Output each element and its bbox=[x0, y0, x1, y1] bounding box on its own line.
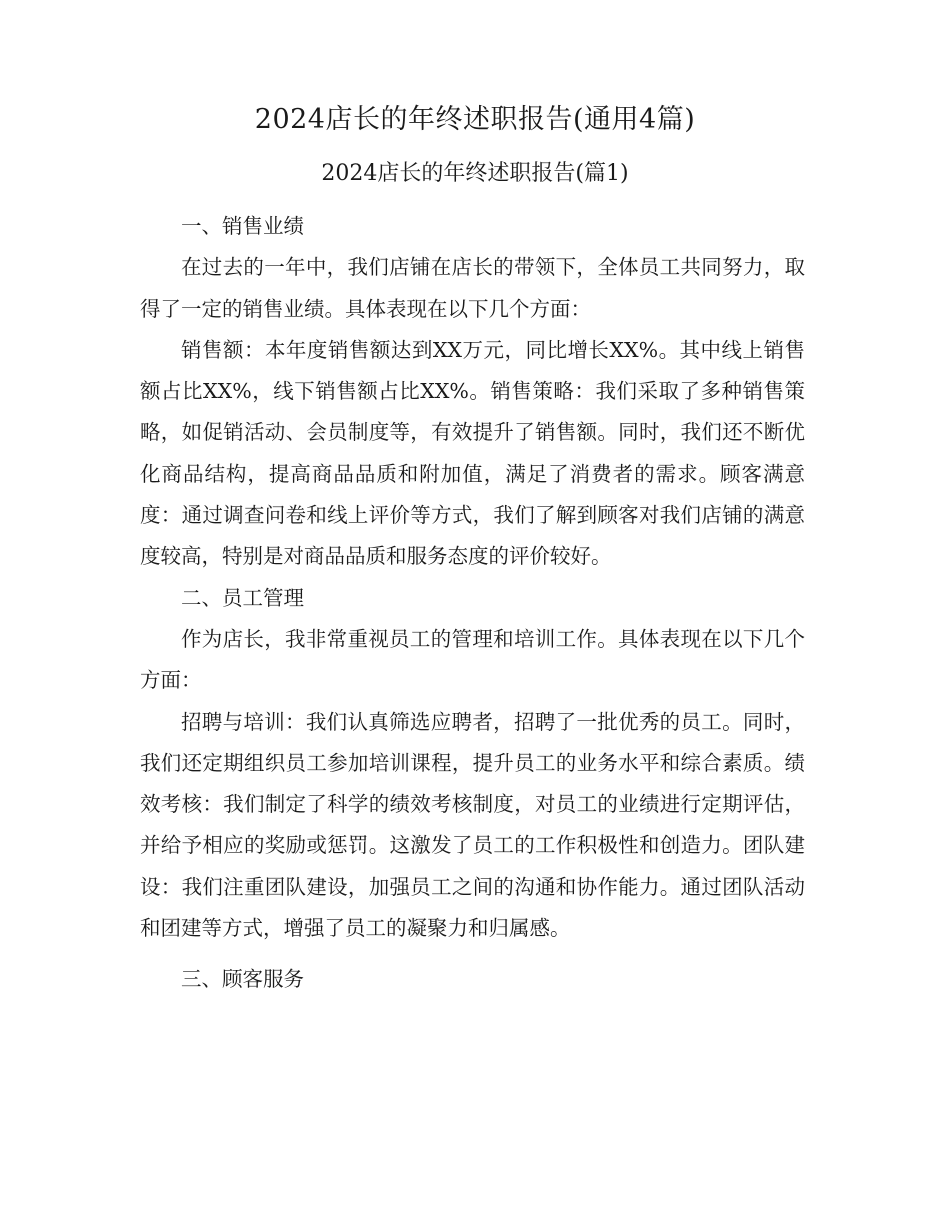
paragraph-staff-intro: 作为店长，我非常重视员工的管理和培训工作。具体表现在以下几个方面： bbox=[140, 626, 805, 693]
document-title: 2024店长的年终述职报告(通用4篇) bbox=[254, 104, 696, 135]
section-heading-service: 三、顾客服务 bbox=[181, 967, 304, 992]
section-heading-sales: 一、销售业绩 bbox=[181, 214, 304, 238]
document-body bbox=[140, 206, 805, 1001]
section-title: 2024店长的年终述职报告(篇1) bbox=[321, 161, 629, 186]
paragraph-sales-intro: 在过去的一年中，我们店铺在店长的带领下，全体员工共同努力，取得了一定的销售业绩。具体表现在以下几个方面： bbox=[140, 255, 805, 321]
paragraph-staff-details: 招聘与培训：我们认真筛选应聘者，招聘了一批优秀的员工。同时，我们还定期组织员工参加培训课程，提升员工的业务水平和综合素质。绩效考核：我们制定了科学的绩效考核制度，对员工的业绩进行定期评估，并给予相应的奖励或惩罚。这激发了员工的工作积极性和创造力。团队建设：我们注重团队建设，加强员工之间的沟通和协作能力。通过团队活动和团建等方式，增强了员工的凝聚力和归属感。 bbox=[140, 709, 805, 941]
section-heading-staff: 二、员工管理 bbox=[181, 585, 304, 610]
paragraph-sales-details: 销售额：本年度销售额达到XX万元，同比增长XX%。其中线上销售额占比XX%，线下销售额占比XX%。销售策略：我们采取了多种销售策略，如促销活动、会员制度等，有效提升了销售额。同时，我们还不断优化商品结构，提高商品品质和附加值，满足了消费者的需求。顾客满意度：通过调查问卷和线上评价等方式，我们了解到顾客对我们店铺的满意度较高，特别是对商品品质和服务态度的评价较好。 bbox=[140, 337, 805, 569]
